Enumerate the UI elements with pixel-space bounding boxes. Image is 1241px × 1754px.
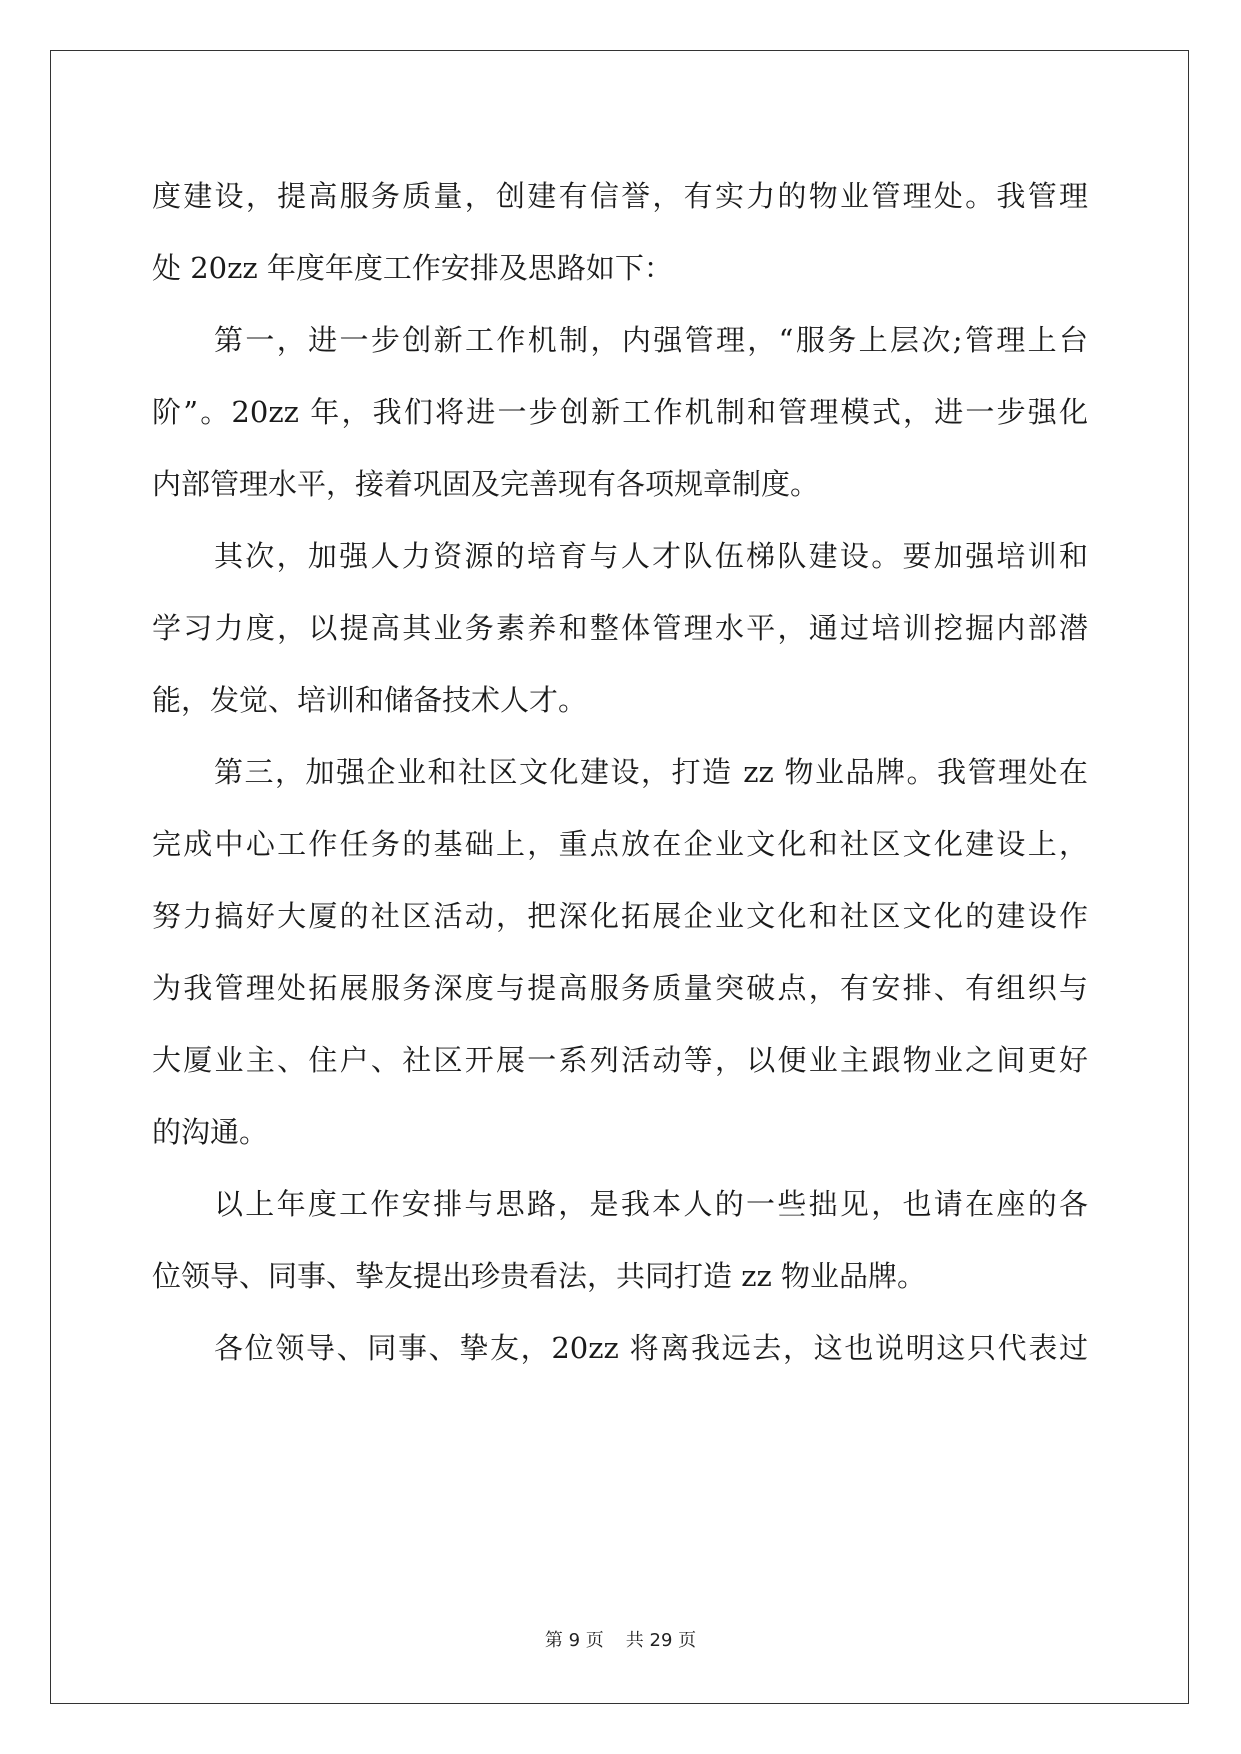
text-line: 完成中心工作任务的基础上，重点放在企业文化和社区文化建设上， bbox=[152, 827, 1088, 861]
text-line: 第一，进一步创新工作机制，内强管理，“服务上层次;管理上台 bbox=[214, 323, 1088, 357]
document-body bbox=[152, 160, 1088, 1384]
text-line: 第三，加强企业和社区文化建设，打造 zz 物业品牌。我管理处在 bbox=[214, 755, 1088, 789]
text-line: 阶”。20zz 年，我们将进一步创新工作机制和管理模式，进一步强化 bbox=[152, 395, 1088, 429]
text-line: 学习力度，以提高其业务素养和整体管理水平，通过培训挖掘内部潜 bbox=[152, 611, 1088, 645]
text-line: 各位领导、同事、挚友，20zz 将离我远去，这也说明这只代表过 bbox=[214, 1331, 1088, 1365]
text-line: 大厦业主、住户、社区开展一系列活动等，以便业主跟物业之间更好 bbox=[152, 1043, 1088, 1077]
text-line: 能，发觉、培训和储备技术人才。 bbox=[152, 683, 588, 717]
text-line: 以上年度工作安排与思路，是我本人的一些拙见，也请在座的各 bbox=[214, 1187, 1088, 1221]
text-line: 的沟通。 bbox=[152, 1115, 269, 1149]
text-line: 内部管理水平，接着巩固及完善现有各项规章制度。 bbox=[152, 467, 820, 501]
text-line: 位领导、同事、挚友提出珍贵看法，共同打造 zz 物业品牌。 bbox=[152, 1259, 926, 1293]
text-line: 处 20zz 年度年度工作安排及思路如下： bbox=[152, 251, 673, 285]
page-footer bbox=[0, 1626, 1241, 1652]
text-line: 其次，加强人力资源的培育与人才队伍梯队建设。要加强培训和 bbox=[214, 539, 1088, 573]
text-line: 努力搞好大厦的社区活动，把深化拓展企业文化和社区文化的建设作 bbox=[152, 899, 1088, 933]
current-page-label: 第 9 页 bbox=[544, 1630, 604, 1651]
text-line: 为我管理处拓展服务深度与提高服务质量突破点，有安排、有组织与 bbox=[152, 971, 1088, 1005]
total-pages-label: 共 29 页 bbox=[625, 1630, 697, 1651]
text-line: 度建设，提高服务质量，创建有信誉，有实力的物业管理处。我管理 bbox=[152, 179, 1088, 213]
